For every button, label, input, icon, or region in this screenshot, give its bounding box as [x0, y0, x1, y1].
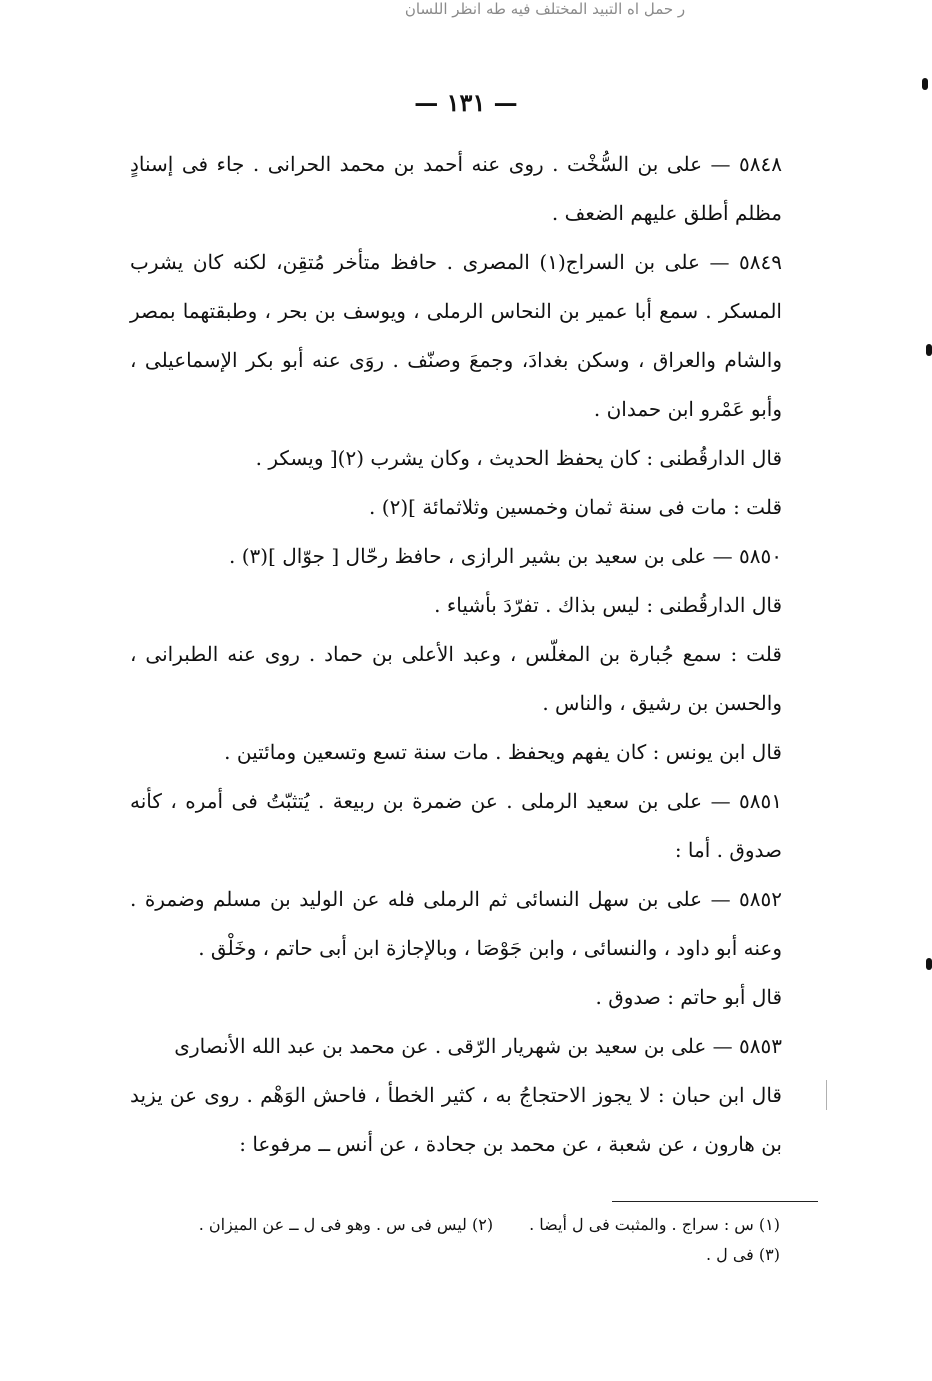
author-note: قلت : سمع جُبارة بن المغلّس ، وعبد الأعلى بن حماد . روى عنه الطبرانى ، والحسن بن رشيق ، والناس . [130, 642, 782, 715]
margin-mark [922, 78, 928, 90]
footnote-line [140, 1240, 780, 1270]
ibn-hibban-quote: قال ابن حبان : لا يجوز الاحتجاجُ به ، كثير الخطأ ، فاحش الوَهْم . روى عن يزيد بن هارون ، عن شعبة ، عن محمد بن جحادة ، عن أنس ــ مرفوعا : [130, 1083, 782, 1156]
page-number: — ١٣١ — [414, 88, 518, 117]
footnote-3: (٣) فى ل . [705, 1245, 780, 1264]
daraqutni-quote: قال الدارقُطنى : كان يحفظ الحديث ، وكان يشرب (٢)[ ويسكر . [255, 446, 782, 470]
margin-line [826, 1080, 827, 1110]
margin-mark [926, 958, 932, 970]
footnote-divider [612, 1201, 818, 1202]
footnote-2: (٢) ليس فى س . وهو فى ل ــ عن الميزان . [198, 1215, 494, 1234]
margin-mark [926, 344, 932, 356]
entry-5852: ٥٨٥٢ — على بن سهل النسائى ثم الرملى فله عن الوليد بن مسلم وضمرة . وعنه أبو داود ، والنسائى ، وابن جَوْصَا ، وبالإجازة ابن أبى حاتم ، وخَلْق . [130, 887, 782, 960]
footnote-line [140, 1210, 780, 1240]
main-text [130, 140, 818, 1169]
entry-5853: ٥٨٥٣ — على بن سعيد بن شهريار الرّقى . عن محمد بن عبد الله الأنصارى [174, 1034, 782, 1058]
ibn-yunus-quote: قال ابن يونس : كان يفهم ويحفظ . مات سنة تسع وتسعين ومائتين . [224, 740, 782, 764]
entry-5848: ٥٨٤٨ — على بن السُّخْت . روى عنه أحمد بن محمد الحرانى . جاء فى إسنادٍ مظلم أطلق عليهم الضعف . [130, 152, 782, 225]
entry-5851: ٥٨٥١ — على بن سعيد الرملى . عن ضمرة بن ربيعة . يُتثبّتُ فى أمره ، كأنه صدوق . أما : [130, 789, 782, 862]
daraqutni-quote: قال الدارقُطنى : ليس بذاك . تفرّدَ بأشياء . [434, 593, 782, 617]
abu-hatim-quote: قال أبو حاتم : صدوق . [595, 985, 782, 1009]
entry-5849: ٥٨٤٩ — على بن السراج(١) المصرى . حافظ متأخر مُتقِن، لكنه كان يشرب المسكر . سمع أبا عمير بن النحاس الرملى ، ويوسف بن بحر ، وطبقتهما بمصر والشام والعراق ، وسكن بغدادَ، وجمعَ وصنّف . روَى عنه أبو بكر الإسماعيلى ، وأبو عَمْرو ابن حمدان . [130, 250, 782, 421]
footnote-1: (١) س : سراج . والمثبت فى ل أيضا . [529, 1215, 780, 1234]
handwritten-margin-note: ر حمل اه التبيد المختلف فيه طه انظر اللسان [404, 0, 686, 18]
author-note: قلت : مات فى سنة ثمان وخمسين وثلاثمائة ](٢) . [369, 495, 782, 519]
footnotes [140, 1210, 780, 1270]
entry-5850: ٥٨٥٠ — على بن سعيد بن بشير الرازى ، حافظ رحّال [ جوّال ](٣) . [229, 544, 782, 568]
